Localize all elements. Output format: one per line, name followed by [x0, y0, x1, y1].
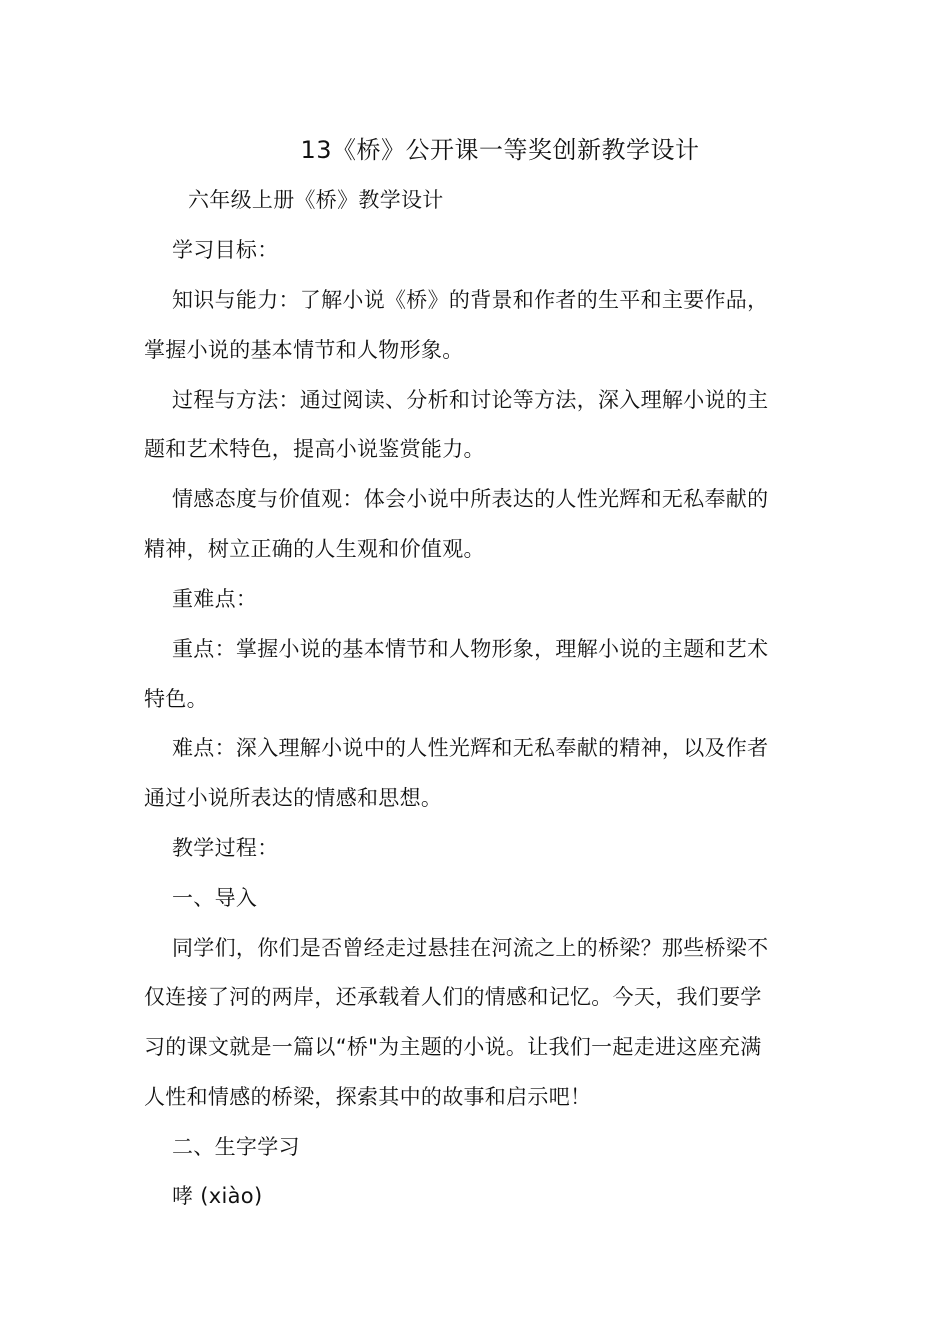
section-heading-process: 教学过程： — [172, 836, 279, 860]
paragraph-line: 习的课文就是一篇以“桥"为主题的小说。让我们一起走进这座充满 — [144, 1035, 762, 1059]
paragraph-line: 人性和情感的桥梁，探索其中的故事和启示吧！ — [144, 1085, 592, 1109]
paragraph-line: 重点：掌握小说的基本情节和人物形象，理解小说的主题和艺术 — [172, 637, 769, 661]
document-title: 13《桥》公开课一等奖创新教学设计 — [300, 136, 700, 164]
paragraph-line: 情感态度与价值观：体会小说中所表达的人性光辉和无私奉献的 — [172, 487, 769, 511]
section-heading-intro: 一、导入 — [172, 886, 258, 910]
paragraph-line: 同学们，你们是否曾经走过悬挂在河流之上的桥梁？那些桥梁不 — [172, 936, 769, 960]
paragraph-line: 题和艺术特色，提高小说鉴赏能力。 — [144, 437, 485, 461]
paragraph-line: 仅连接了河的两岸，还承载着人们的情感和记忆。今天，我们要学 — [144, 985, 762, 1009]
paragraph-line: 难点：深入理解小说中的人性光辉和无私奉献的精神，以及作者 — [172, 736, 769, 760]
vocabulary-item: 哮 (xiào) — [172, 1184, 263, 1208]
section-heading-key-points: 重难点： — [172, 587, 258, 611]
paragraph-line: 掌握小说的基本情节和人物形象。 — [144, 338, 464, 362]
section-heading-objectives: 学习目标： — [172, 238, 279, 262]
paragraph-line: 通过小说所表达的情感和思想。 — [144, 786, 443, 810]
paragraph-line: 精神，树立正确的人生观和价值观。 — [144, 537, 485, 561]
paragraph-line: 特色。 — [144, 687, 208, 711]
document-subtitle: 六年级上册《桥》教学设计 — [188, 188, 444, 212]
paragraph-line: 过程与方法：通过阅读、分析和讨论等方法，深入理解小说的主 — [172, 388, 769, 412]
paragraph-line: 知识与能力：了解小说《桥》的背景和作者的生平和主要作品， — [172, 288, 769, 312]
section-heading-vocabulary: 二、生字学习 — [172, 1135, 300, 1159]
